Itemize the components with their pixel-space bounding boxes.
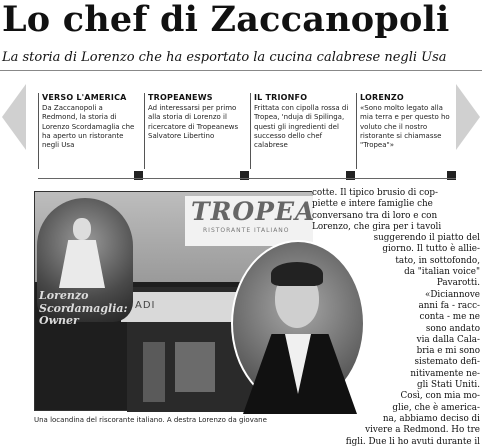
header-rule bbox=[0, 70, 482, 71]
article-line: Pavarotti. bbox=[436, 278, 480, 289]
teaser-baseline bbox=[38, 178, 456, 179]
overlay-line: Owner bbox=[39, 314, 79, 327]
article-line: da "italian voice" bbox=[404, 267, 480, 278]
awning-text: ADI bbox=[135, 300, 156, 311]
teaser-title: VERSO L'AMERICA bbox=[42, 93, 127, 102]
article-line: figli. Due li ho avuti durante il bbox=[345, 436, 480, 447]
teaser-strip bbox=[38, 93, 456, 173]
article-line: nitivamente ne- bbox=[410, 368, 480, 379]
photo-overlay-caption bbox=[39, 290, 169, 328]
article-line: giorno. Il tutto è allie- bbox=[382, 244, 480, 255]
article-line: piette e intere famiglie che bbox=[312, 199, 433, 210]
photo-caption: Una locandina del riscorante italiano. A destra Lorenzo da giovane bbox=[34, 416, 267, 424]
teaser-body: «Sono molto legato alla mia terra e per questo ho voluto che il nostro ristorante si chiamasse "Tropea"» bbox=[360, 104, 450, 150]
overlay-line: Lorenzo bbox=[39, 289, 89, 302]
article-line: gli Stati Uniti. bbox=[416, 380, 480, 391]
article-line: «Diciannove bbox=[424, 289, 480, 300]
sign-subtext: RISTORANTE ITALIANO bbox=[203, 227, 290, 234]
sign-text: TROPEA bbox=[191, 197, 316, 226]
article-line: glie, che è america- bbox=[392, 402, 480, 413]
teaser-verso-america bbox=[38, 93, 140, 169]
article-line: cotte. Il tipico brusio di cop- bbox=[312, 188, 438, 198]
arrow-left-icon bbox=[2, 84, 26, 150]
article-line: tato, in sottofondo, bbox=[395, 255, 480, 266]
arrow-right-icon bbox=[456, 84, 480, 150]
article-line: bria e mi sono bbox=[416, 346, 480, 357]
article-line: sistemato defi- bbox=[414, 357, 480, 368]
headline: Lo chef di Zaccanopoli bbox=[2, 0, 450, 40]
article-line: vivere a Redmond. Ho tre bbox=[365, 425, 480, 436]
teaser-tropeanews bbox=[144, 93, 246, 169]
teaser-body: Ad interessarsi per primo alla storia di Lorenzo il ricercatore di Tropeanews Salvatore Libertino bbox=[148, 104, 239, 140]
teaser-il-trionfo bbox=[250, 93, 352, 169]
window bbox=[175, 342, 215, 392]
chef-head bbox=[73, 218, 91, 240]
chef-body bbox=[59, 240, 105, 288]
article-line: Lorenzo, che gira per i tavoli bbox=[312, 221, 442, 232]
subtitle: La storia di Lorenzo che ha esportato la cucina calabrese negli Usa bbox=[2, 50, 447, 65]
article-line: sono andato bbox=[425, 323, 480, 334]
article-line: anni fa - racc- bbox=[418, 300, 480, 311]
article-line: conversano tra di loro e con bbox=[312, 210, 438, 221]
article-line: na, abbiamo deciso di bbox=[382, 413, 480, 424]
teaser-body: Da Zaccanopoli a Redmond, la storia di Lorenzo Scordamaglia che ha aperto un ristorante negli Usa bbox=[42, 104, 135, 150]
teaser-body: Frittata con cipolla rossa di Tropea, 'nduja di Spilinga, questi gli ingredienti del successo dello chef calabrese bbox=[254, 104, 349, 150]
article-line: conta - me ne bbox=[419, 312, 480, 323]
teaser-title: LORENZO bbox=[360, 93, 404, 102]
article-line: Così, con mia mo- bbox=[400, 391, 480, 402]
article-column bbox=[312, 188, 480, 447]
teaser-title: TROPEANEWS bbox=[148, 93, 213, 102]
teaser-title: IL TRIONFO bbox=[254, 93, 308, 102]
door bbox=[143, 342, 165, 402]
overlay-line: Scordamaglia: bbox=[39, 301, 128, 315]
article-line: via dalla Cala- bbox=[416, 334, 480, 345]
teaser-lorenzo bbox=[356, 93, 458, 169]
article-line: suggerendo il piatto del bbox=[373, 233, 480, 244]
